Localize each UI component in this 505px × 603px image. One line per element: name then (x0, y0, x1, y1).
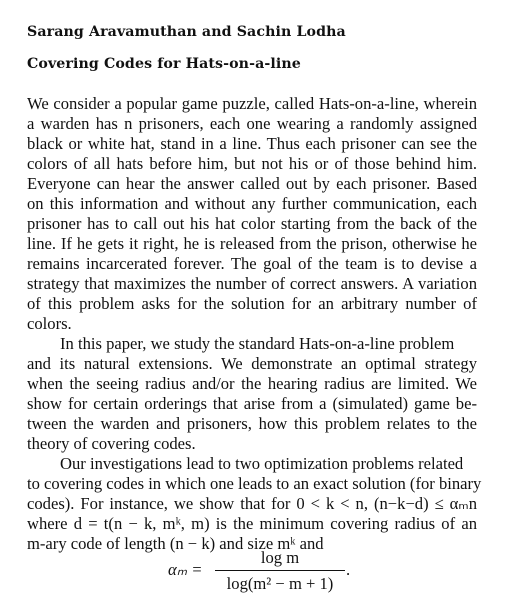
abstract-line: where d = t(n − k, mᵏ, m) is the minimum covering radius of an (27, 514, 477, 533)
abstract-line: We consider a popular game puzzle, called Hats-on-a-line, wherein (27, 94, 477, 113)
abstract-line: a warden has n prisoners, each one wearing a randomly assigned (27, 114, 477, 133)
abstract-line: when the seeing radius and/or the hearing radius are limited. We (27, 374, 477, 393)
abstract-line: on this information and without any further communication, each (27, 194, 477, 213)
abstract-line: m-ary code of length (n − k) and size mᵏ and (27, 534, 324, 553)
formula-lhs: αₘ = (168, 560, 203, 579)
fraction-bar (215, 570, 345, 571)
abstract-line: colors of all hats before him, but not his or of those behind him. (27, 154, 477, 173)
paper-title: Covering Codes for Hats-on-a-line (27, 56, 301, 72)
abstract-line: colors. (27, 314, 72, 333)
formula-fraction (215, 547, 345, 594)
alpha-formula (168, 547, 368, 593)
abstract-line: remains incarcerated forever. The goal of the team is to devise a (27, 254, 477, 273)
formula-period: . (346, 560, 351, 579)
formula-numerator: log m (260, 548, 300, 567)
abstract-line: prisoner has to call out his hat color starting from the back of the (27, 214, 477, 233)
abstract-line: show for certain orderings that arise from a (simulated) game be- (27, 394, 477, 413)
abstract-line: theory of covering codes. (27, 434, 196, 453)
abstract-line: codes). For instance, we show that for 0 < k < n, (n−k−d) ≤ αₘn (27, 494, 477, 513)
abstract-line: In this paper, we study the standard Hats-on-a-line problem (60, 334, 455, 353)
abstract-line: Our investigations lead to two optimization problems related (60, 454, 464, 473)
formula-denominator: log(m² − m + 1) (226, 574, 334, 593)
paper-authors: Sarang Aravamuthan and Sachin Lodha (27, 24, 346, 40)
abstract-line: strategy that maximizes the number of correct answers. A variation (27, 274, 477, 293)
abstract-line: tween the warden and prisoners, how this problem relates to the (27, 414, 477, 433)
abstract-line: line. If he gets it right, he is released from the prison, otherwise he (27, 234, 477, 253)
abstract-line: Everyone can hear the answer called out by each prisoner. Based (27, 174, 477, 193)
abstract-line: black or white hat, stand in a line. Thus each prisoner can see the (27, 134, 477, 153)
abstract-line: of this problem asks for the solution for an arbitrary number of (27, 294, 477, 313)
abstract-line: to covering codes in which one leads to an exact solution (for binary (27, 474, 482, 493)
abstract-line: and its natural extensions. We demonstrate an optimal strategy (27, 354, 477, 373)
